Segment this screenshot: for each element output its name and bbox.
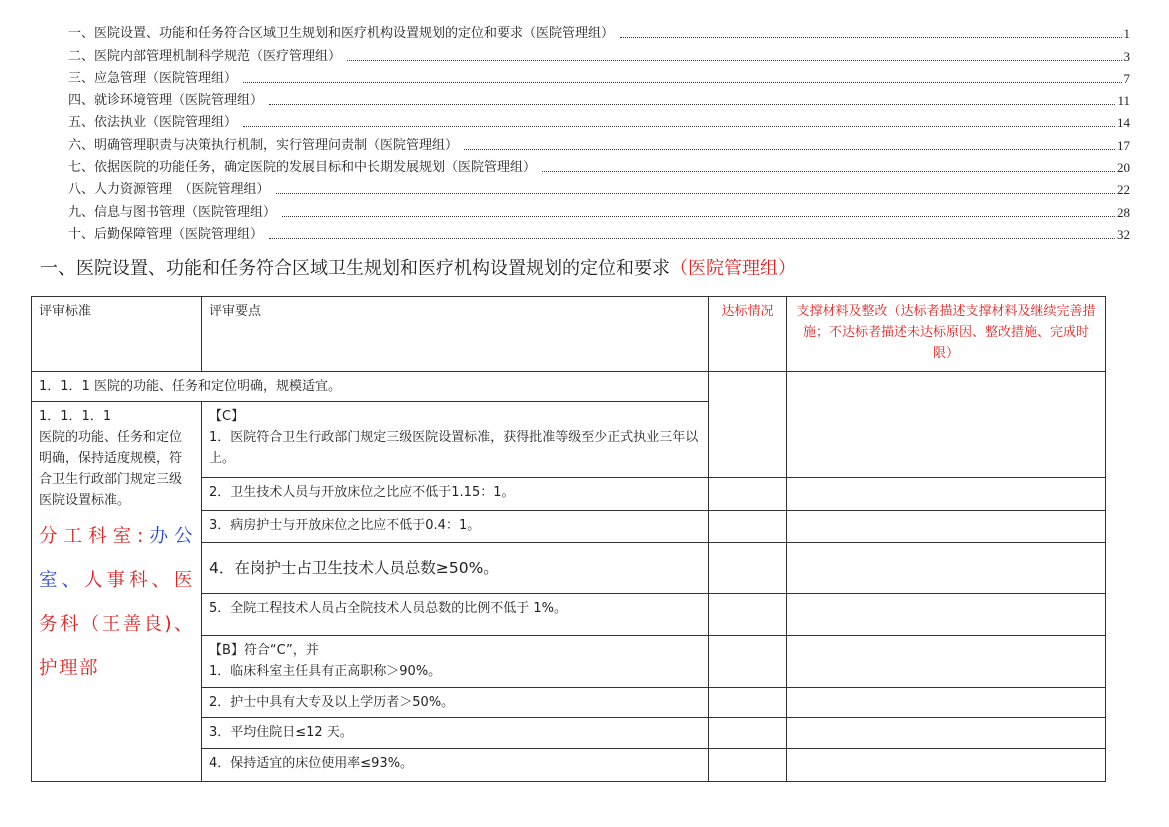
toc-leader-dots bbox=[282, 216, 1115, 217]
toc-entry[interactable] bbox=[68, 198, 1130, 220]
header-support: 支撑材料及整改（达标者描述支撑材料及继续完善措施；不达标者描述未达标原因、整改措施、完成时限） bbox=[787, 297, 1106, 372]
support-cell[interactable] bbox=[787, 718, 1106, 749]
support-cell[interactable] bbox=[787, 543, 1106, 594]
grade-c-label: 【C】 bbox=[209, 409, 245, 424]
toc-leader-dots bbox=[347, 60, 1121, 61]
toc-entry[interactable] bbox=[68, 221, 1130, 243]
support-cell[interactable] bbox=[787, 594, 1106, 636]
toc-title: 十、后勤保障管理（医院管理组） bbox=[68, 226, 264, 242]
toc-page-number: 17 bbox=[1117, 137, 1130, 153]
point-c2: 2．卫生技术人员与开放床位之比应不低于1.15：1。 bbox=[202, 478, 709, 511]
toc-page-number: 11 bbox=[1117, 93, 1130, 109]
toc-leader-dots bbox=[243, 82, 1121, 83]
standard-number: 1．1．1．1 bbox=[39, 409, 112, 424]
header-standard: 评审标准 bbox=[32, 297, 202, 372]
point-b3: 3．平均住院日≤12 天。 bbox=[202, 718, 709, 749]
toc-entry[interactable] bbox=[68, 20, 1130, 42]
point-c5: 5．全院工程技术人员占全院技术人员总数的比例不低于 1%。 bbox=[202, 594, 709, 636]
toc-page-number: 14 bbox=[1117, 115, 1130, 131]
toc-title: 二、医院内部管理机制科学规范（医疗管理组） bbox=[68, 48, 342, 64]
item-heading: 1．1．1 医院的功能、任务和定位明确，规模适宜。 bbox=[32, 372, 709, 402]
toc-leader-dots bbox=[620, 37, 1121, 38]
point-cell bbox=[202, 402, 709, 478]
point-b1: 1．临床科室主任具有正高职称＞90%。 bbox=[209, 664, 442, 679]
toc-page-number: 3 bbox=[1123, 48, 1130, 64]
toc-entry[interactable] bbox=[68, 131, 1130, 153]
status-cell[interactable] bbox=[709, 511, 787, 543]
section-heading-group: （医院管理组） bbox=[670, 258, 796, 279]
grade-b-label: 【B】符合“C”，并 bbox=[209, 643, 319, 658]
header-status: 达标情况 bbox=[709, 297, 787, 372]
toc-entry[interactable] bbox=[68, 87, 1130, 109]
status-cell[interactable] bbox=[709, 636, 787, 688]
toc-entry[interactable] bbox=[68, 154, 1130, 176]
toc-entry[interactable] bbox=[68, 65, 1130, 87]
toc-leader-dots bbox=[269, 238, 1115, 239]
toc-page-number: 22 bbox=[1117, 182, 1130, 198]
header-points: 评审要点 bbox=[202, 297, 709, 372]
support-cell[interactable] bbox=[787, 688, 1106, 718]
toc-page-number: 28 bbox=[1117, 204, 1130, 220]
support-cell[interactable] bbox=[787, 478, 1106, 511]
status-cell[interactable] bbox=[709, 749, 787, 782]
section-heading bbox=[40, 254, 796, 280]
standard-cell bbox=[32, 402, 202, 782]
status-cell[interactable] bbox=[709, 543, 787, 594]
toc-page-number: 32 bbox=[1117, 226, 1130, 242]
toc-title: 五、依法执业（医院管理组） bbox=[68, 115, 238, 131]
toc-entry[interactable] bbox=[68, 176, 1130, 198]
toc-leader-dots bbox=[542, 171, 1115, 172]
assign-dept-office: 办公室、 bbox=[39, 526, 194, 591]
table-of-contents bbox=[68, 20, 1130, 243]
toc-leader-dots bbox=[276, 193, 1115, 194]
point-c3: 3．病房护士与开放床位之比应不低于0.4：1。 bbox=[202, 511, 709, 543]
assign-label: 分工科室: bbox=[39, 526, 145, 547]
support-cell[interactable] bbox=[787, 511, 1106, 543]
point-c1: 1．医院符合卫生行政部门规定三级医院设置标准，获得批准等级至少正式执业三年以上。 bbox=[209, 430, 699, 466]
point-c4: 4．在岗护士占卫生技术人员总数≥50%。 bbox=[202, 543, 709, 594]
toc-title: 九、信息与图书管理（医院管理组） bbox=[68, 204, 277, 220]
toc-page-number: 7 bbox=[1123, 70, 1130, 86]
status-cell[interactable] bbox=[709, 372, 787, 478]
toc-title: 一、医院设置、功能和任务符合区域卫生规划和医疗机构设置规划的定位和要求（医院管理组） bbox=[68, 26, 615, 42]
toc-leader-dots bbox=[464, 149, 1115, 150]
status-cell[interactable] bbox=[709, 594, 787, 636]
status-cell[interactable] bbox=[709, 718, 787, 749]
toc-title: 七、依据医院的功能任务，确定医院的发展目标和中长期发展规划（医院管理组） bbox=[68, 160, 537, 176]
point-b4: 4．保持适宜的床位使用率≤93%。 bbox=[202, 749, 709, 782]
toc-entry[interactable] bbox=[68, 109, 1130, 131]
assigned-departments bbox=[39, 515, 194, 691]
support-cell[interactable] bbox=[787, 636, 1106, 688]
toc-page-number: 20 bbox=[1117, 160, 1130, 176]
toc-leader-dots bbox=[269, 104, 1115, 105]
toc-entry[interactable] bbox=[68, 42, 1130, 64]
toc-page-number: 1 bbox=[1123, 26, 1130, 42]
toc-title: 八、人力资源管理 （医院管理组） bbox=[68, 182, 270, 198]
table-row bbox=[32, 372, 1106, 402]
point-b2: 2．护士中具有大专及以上学历者＞50%。 bbox=[202, 688, 709, 718]
toc-title: 三、应急管理（医院管理组） bbox=[68, 70, 238, 86]
status-cell[interactable] bbox=[709, 688, 787, 718]
assign-dept-rest: 人事科、医务科（王善良)、护理部 bbox=[39, 570, 194, 679]
review-standards-table bbox=[31, 296, 1106, 782]
support-cell[interactable] bbox=[787, 372, 1106, 478]
table-header-row bbox=[32, 297, 1106, 372]
toc-title: 四、就诊环境管理（医院管理组） bbox=[68, 93, 264, 109]
toc-leader-dots bbox=[243, 126, 1115, 127]
point-cell bbox=[202, 636, 709, 688]
toc-title: 六、明确管理职责与决策执行机制，实行管理问责制（医院管理组） bbox=[68, 137, 459, 153]
standard-text: 医院的功能、任务和定位明确，保持适度规模，符合卫生行政部门规定三级医院设置标准。 bbox=[39, 430, 183, 508]
section-heading-text: 一、医院设置、功能和任务符合区域卫生规划和医疗机构设置规划的定位和要求 bbox=[40, 258, 670, 279]
status-cell[interactable] bbox=[709, 478, 787, 511]
support-cell[interactable] bbox=[787, 749, 1106, 782]
